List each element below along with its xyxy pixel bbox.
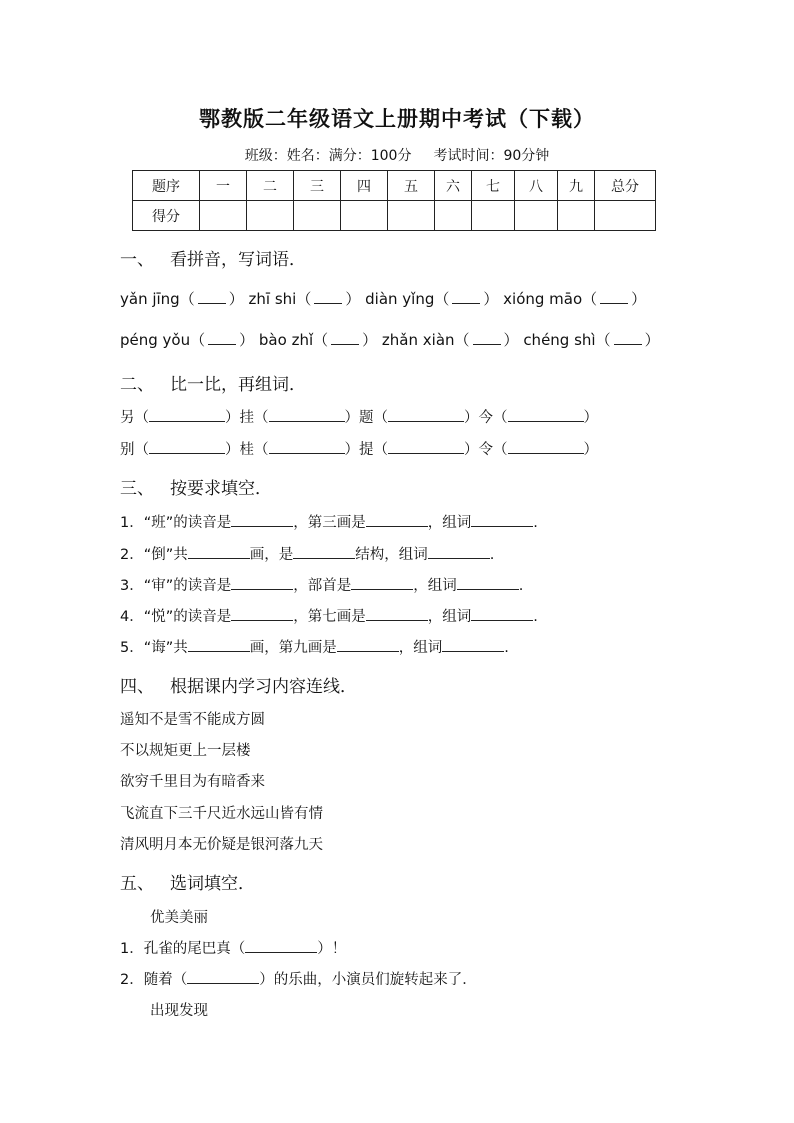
item-text: 5．“诲”共 <box>120 640 188 656</box>
character: 挂 <box>239 410 254 426</box>
table-cell: 二 <box>247 171 294 201</box>
item-text: ，组词 <box>398 640 443 656</box>
item-text: 1．孔雀的尾巴真（ <box>120 941 246 957</box>
answer-blank[interactable] <box>614 330 642 345</box>
score-input-cell[interactable] <box>515 201 558 231</box>
section-number: 三、 <box>120 479 154 499</box>
answer-blank[interactable] <box>471 606 533 621</box>
item-text: . <box>489 547 495 563</box>
score-table-score-row <box>133 201 656 231</box>
table-cell: 五 <box>388 171 435 201</box>
item-text: ，组词 <box>413 578 457 594</box>
fill-item <box>120 968 477 989</box>
answer-blank[interactable] <box>208 330 236 345</box>
section-title: 看拼音，写词语． <box>170 250 306 270</box>
item-text: 画，第九画是 <box>249 640 337 656</box>
item-text: ，第三画是 <box>293 515 366 531</box>
word-choices: 优美美丽 <box>150 910 208 926</box>
word-choices: 出现发现 <box>150 1003 208 1019</box>
page-title: 鄂教版二年级语文上册期中考试（下载） <box>199 106 595 131</box>
class-name-score: 班级：姓名：满分：100分 <box>244 148 412 164</box>
character: 别 <box>120 442 135 458</box>
character: 提 <box>359 442 374 458</box>
section-title: 根据课内学习内容连线． <box>170 677 357 697</box>
match-line[interactable]: 飞流直下三千尺近水远山皆有情 <box>120 806 323 822</box>
exam-info <box>0 145 794 165</box>
answer-blank[interactable] <box>245 938 317 953</box>
section-heading <box>120 245 306 270</box>
pinyin-word: zhī shi <box>248 290 297 308</box>
answer-blank[interactable] <box>600 289 628 304</box>
table-cell: 八 <box>515 171 558 201</box>
answer-blank[interactable] <box>366 512 428 527</box>
score-input-cell[interactable] <box>200 201 247 231</box>
item-text: ）！ <box>317 941 347 957</box>
score-input-cell[interactable] <box>558 201 595 231</box>
fill-item <box>120 605 538 626</box>
score-table <box>132 170 656 231</box>
compare-row: 另（ ）挂（ ）题（ ）今（ ） <box>120 406 598 427</box>
pinyin-word: péng yǒu <box>120 331 191 349</box>
compare-row: 别（ ）桂（ ）提（ ）令（ ） <box>120 438 598 459</box>
table-cell: 七 <box>472 171 515 201</box>
answer-blank[interactable] <box>187 969 259 984</box>
section-number: 二、 <box>120 375 154 395</box>
item-text: ，第七画是 <box>293 609 366 625</box>
match-line[interactable]: 清风明月本无价疑是银河落九天 <box>120 837 323 853</box>
answer-blank[interactable] <box>314 289 342 304</box>
score-input-cell[interactable] <box>595 201 656 231</box>
answer-blank[interactable] <box>473 330 501 345</box>
answer-blank[interactable] <box>337 637 399 652</box>
character: 令 <box>478 442 493 458</box>
section-heading <box>120 370 306 395</box>
table-cell: 九 <box>558 171 595 201</box>
answer-blank[interactable] <box>388 407 464 422</box>
answer-blank[interactable] <box>351 575 413 590</box>
answer-blank[interactable] <box>231 512 293 527</box>
score-input-cell[interactable] <box>294 201 341 231</box>
exam-time: 考试时间：90分钟 <box>433 148 550 164</box>
answer-blank[interactable] <box>508 407 584 422</box>
item-text: ，组词 <box>427 609 472 625</box>
pinyin-word: bào zhǐ <box>258 331 314 349</box>
score-input-cell[interactable] <box>247 201 294 231</box>
answer-blank[interactable] <box>231 606 293 621</box>
item-text: . <box>533 515 538 531</box>
section-title: 比一比，再组词． <box>170 375 306 395</box>
section-heading <box>120 474 272 499</box>
item-text: 1．“班”的读音是 <box>120 515 232 531</box>
table-cell: 三 <box>294 171 341 201</box>
item-text: ，组词 <box>427 515 472 531</box>
answer-blank[interactable] <box>188 544 250 559</box>
section-number: 五、 <box>120 874 154 894</box>
pinyin-word: xióng māo <box>503 290 583 308</box>
pinyin-word: diàn yǐng <box>365 290 435 308</box>
answer-blank[interactable] <box>442 637 504 652</box>
table-cell: 四 <box>341 171 388 201</box>
score-input-cell[interactable] <box>435 201 472 231</box>
character: 今 <box>478 410 493 426</box>
answer-blank[interactable] <box>508 439 584 454</box>
item-text: 2．“倒”共 <box>120 547 188 563</box>
answer-blank[interactable] <box>231 575 293 590</box>
score-table-header-row <box>133 171 656 201</box>
item-text: ）的乐曲，小演员们旋转起来了． <box>259 972 477 988</box>
item-text: 3．“审”的读音是 <box>120 578 232 594</box>
section-title: 按要求填空． <box>170 479 272 499</box>
item-text: . <box>504 640 509 656</box>
item-text: 2．随着（ <box>120 972 188 988</box>
item-text: 结构，组词 <box>355 547 428 563</box>
fill-item <box>120 636 509 657</box>
table-cell: 一 <box>200 171 247 201</box>
section-title: 选词填空． <box>170 874 255 894</box>
answer-blank[interactable] <box>293 544 355 559</box>
table-cell: 得分 <box>133 201 200 231</box>
pinyin-word: yǎn jīng <box>120 290 180 308</box>
table-cell: 总分 <box>595 171 656 201</box>
fill-item <box>120 543 494 564</box>
character: 题 <box>359 410 374 426</box>
pinyin-row: péng yǒu（ ） bào zhǐ（ ） zhǎn xiàn（ ） chéng shì（ ） <box>120 331 660 349</box>
pinyin-row: yǎn jīng（ ） zhī shi（ ） diàn yǐng（ ） xióng māo（ ） <box>120 290 647 308</box>
fill-item <box>120 574 523 595</box>
item-text: ，部首是 <box>293 578 352 594</box>
item-text: . <box>518 578 524 594</box>
pinyin-word: chéng shì <box>523 331 596 349</box>
item-text: . <box>533 609 538 625</box>
item-text: 画，是 <box>249 547 294 563</box>
answer-blank[interactable] <box>269 439 345 454</box>
answer-blank[interactable] <box>269 407 345 422</box>
character: 另 <box>120 410 135 426</box>
answer-blank[interactable] <box>388 439 464 454</box>
fill-item <box>120 937 346 958</box>
answer-blank[interactable] <box>331 330 359 345</box>
answer-blank[interactable] <box>149 439 225 454</box>
answer-blank[interactable] <box>471 512 533 527</box>
match-line[interactable]: 遥知不是雪不能成方圆 <box>120 712 265 728</box>
pinyin-word: zhǎn xiàn <box>381 331 455 349</box>
answer-blank[interactable] <box>366 606 428 621</box>
section-number: 一、 <box>120 250 154 270</box>
score-input-cell[interactable] <box>472 201 515 231</box>
answer-blank[interactable] <box>452 289 480 304</box>
fill-item <box>120 511 538 532</box>
section-number: 四、 <box>120 677 154 697</box>
answer-blank[interactable] <box>198 289 226 304</box>
match-line[interactable]: 不以规矩更上一层楼 <box>120 743 251 759</box>
match-line[interactable]: 欲穷千里目为有暗香来 <box>120 774 265 790</box>
table-cell: 题序 <box>133 171 200 201</box>
answer-blank[interactable] <box>428 544 490 559</box>
answer-blank[interactable] <box>188 637 250 652</box>
item-text: 4．“悦”的读音是 <box>120 609 232 625</box>
section-heading <box>120 672 357 697</box>
answer-blank[interactable] <box>457 575 519 590</box>
table-cell: 六 <box>435 171 472 201</box>
section-heading <box>120 869 255 894</box>
character: 桂 <box>239 442 254 458</box>
score-input-cell[interactable] <box>388 201 435 231</box>
score-input-cell[interactable] <box>341 201 388 231</box>
answer-blank[interactable] <box>149 407 225 422</box>
